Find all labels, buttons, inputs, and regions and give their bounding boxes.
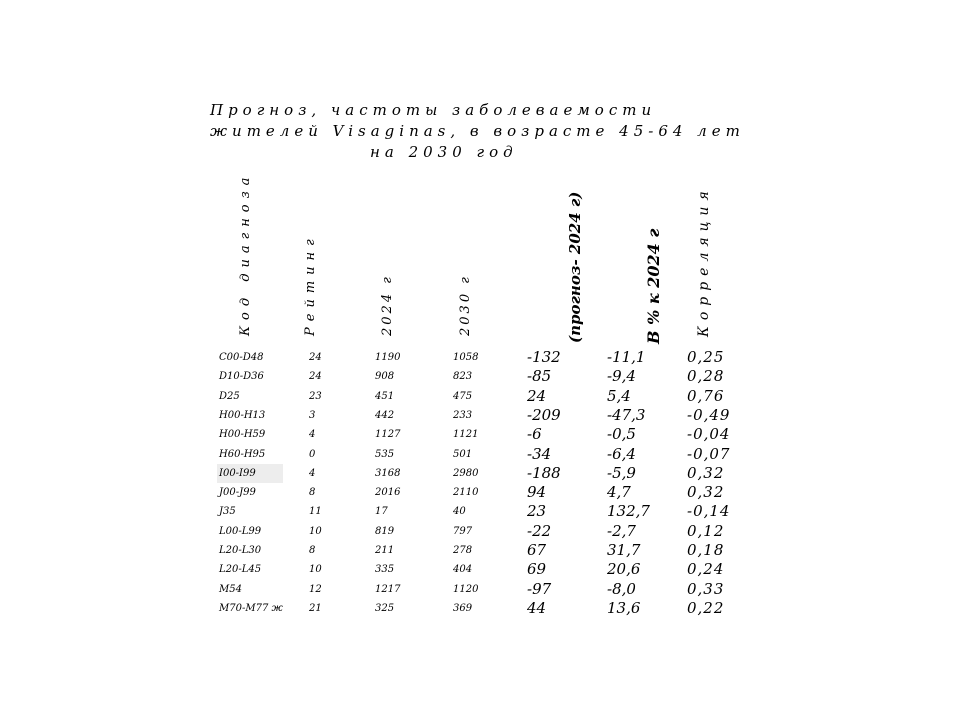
- cell-y2030: 501: [453, 448, 473, 460]
- cell-corr: 0,32: [687, 463, 725, 482]
- cell-rank: 23: [309, 390, 322, 402]
- table-row: [217, 464, 737, 483]
- cell-diff: 23: [527, 502, 547, 521]
- cell-code: D10-D36: [219, 371, 264, 383]
- cell-diff: -209: [527, 405, 561, 424]
- cell-diff: -97: [527, 579, 552, 598]
- cell-pct: -9,4: [607, 367, 636, 386]
- cell-rank: 8: [309, 487, 316, 499]
- title-line-3: на 2030 год: [370, 143, 518, 161]
- cell-code: L20-L45: [219, 564, 262, 576]
- cell-diff: -22: [527, 521, 552, 540]
- cell-corr: 0,28: [687, 367, 725, 386]
- cell-y2030: 1120: [453, 583, 479, 595]
- cell-rank: 3: [309, 409, 316, 421]
- cell-y2030: 278: [453, 545, 473, 556]
- cell-pct: -2,7: [607, 521, 636, 540]
- cell-rank: 8: [309, 545, 316, 556]
- cell-pct: -0,5: [607, 425, 636, 444]
- cell-y2024: 17: [375, 506, 388, 518]
- cell-pct: -8,0: [607, 579, 636, 598]
- cell-pct: -6,4: [607, 444, 636, 463]
- cell-y2030: 40: [453, 506, 466, 518]
- cell-diff: 67: [527, 541, 547, 559]
- cell-corr: 0,76: [687, 386, 725, 405]
- header-corr: Корреляция: [696, 185, 712, 337]
- cell-pct: -5,9: [607, 463, 636, 482]
- cell-rank: 24: [309, 352, 322, 363]
- cell-y2024: 2016: [375, 487, 401, 499]
- cell-code: J35: [219, 506, 236, 518]
- title-line-1: Прогноз, частоты заболеваемости: [210, 101, 657, 119]
- cell-diff: -132: [527, 348, 561, 366]
- cell-y2030: 233: [453, 409, 473, 421]
- cell-corr: -0,49: [687, 405, 731, 424]
- cell-corr: 0,33: [687, 579, 725, 598]
- table-row: [217, 367, 737, 386]
- cell-code: I00-I99: [217, 464, 283, 483]
- cell-y2024: 3168: [375, 467, 401, 479]
- cell-y2030: 2980: [453, 467, 479, 479]
- cell-code: L20-L30: [219, 545, 262, 556]
- cell-y2024: 535: [375, 448, 395, 460]
- cell-pct: -11,1: [607, 348, 646, 366]
- cell-y2030: 2110: [453, 487, 479, 499]
- cell-rank: 11: [309, 506, 322, 518]
- cell-y2024: 442: [375, 409, 395, 421]
- cell-code: H00-H59: [219, 429, 266, 441]
- page-title: [210, 100, 745, 163]
- cell-pct: 13,6: [607, 598, 641, 617]
- table-row: [217, 406, 737, 425]
- cell-diff: -34: [527, 444, 552, 463]
- cell-diff: -6: [527, 425, 542, 444]
- cell-corr: 0,22: [687, 598, 725, 617]
- table-row: [217, 580, 737, 599]
- cell-y2030: 369: [453, 602, 473, 614]
- cell-diff: 94: [527, 483, 547, 502]
- cell-y2024: 451: [375, 390, 395, 402]
- table-row: [217, 483, 737, 502]
- cell-pct: 20,6: [607, 560, 641, 579]
- cell-rank: 4: [309, 467, 316, 479]
- cell-corr: 0,12: [687, 521, 725, 540]
- cell-code: D25: [219, 390, 240, 402]
- cell-corr: 0,18: [687, 541, 725, 559]
- table-row: [217, 522, 737, 541]
- header-2030: 2030 г: [458, 274, 473, 336]
- cell-y2024: 325: [375, 602, 395, 614]
- cell-rank: 10: [309, 564, 322, 576]
- cell-code: M54: [219, 583, 242, 595]
- header-2024: 2024 г: [380, 274, 395, 336]
- cell-corr: 0,24: [687, 560, 725, 579]
- cell-corr: 0,25: [687, 348, 725, 366]
- cell-rank: 12: [309, 583, 322, 595]
- cell-diff: 44: [527, 598, 547, 617]
- table-row: [217, 541, 737, 560]
- cell-code: L00-L99: [219, 525, 262, 537]
- cell-corr: -0,07: [687, 444, 731, 463]
- cell-corr: -0,14: [687, 502, 731, 521]
- cell-y2030: 404: [453, 564, 473, 576]
- cell-y2030: 475: [453, 390, 473, 402]
- header-rank: Рейтинг: [303, 233, 318, 336]
- cell-pct: 132,7: [607, 502, 650, 521]
- cell-rank: 21: [309, 602, 322, 614]
- cell-code: C00-D48: [219, 352, 264, 363]
- cell-code: J00-J99: [219, 487, 256, 499]
- cell-diff: -188: [527, 463, 561, 482]
- cell-pct: -47,3: [607, 405, 646, 424]
- cell-rank: 24: [309, 371, 322, 383]
- cell-code: H60-H95: [219, 448, 266, 460]
- cell-y2024: 908: [375, 371, 395, 383]
- cell-rank: 4: [309, 429, 316, 441]
- cell-code: M70-M77 ж: [219, 602, 283, 614]
- cell-y2030: 823: [453, 371, 473, 383]
- cell-corr: -0,04: [687, 425, 731, 444]
- table-row: [217, 387, 737, 406]
- cell-pct: 5,4: [607, 386, 631, 405]
- header-pct: В % к 2024 г: [644, 228, 663, 344]
- cell-rank: 10: [309, 525, 322, 537]
- cell-y2024: 1127: [375, 429, 401, 441]
- table-row: [217, 425, 737, 444]
- cell-y2024: 1217: [375, 583, 401, 595]
- cell-y2030: 1058: [453, 352, 479, 363]
- header-diff: (прогноз- 2024 г): [566, 191, 584, 343]
- cell-pct: 31,7: [607, 541, 641, 559]
- cell-y2024: 1190: [375, 352, 401, 363]
- cell-diff: 69: [527, 560, 547, 579]
- header-code: Код диагноза: [238, 171, 253, 336]
- table-row: [217, 348, 737, 367]
- cell-diff: -85: [527, 367, 552, 386]
- cell-corr: 0,32: [687, 483, 725, 502]
- table-row: [217, 445, 737, 464]
- cell-y2030: 1121: [453, 429, 479, 441]
- cell-diff: 24: [527, 386, 547, 405]
- cell-y2024: 819: [375, 525, 395, 537]
- cell-rank: 0: [309, 448, 316, 460]
- cell-y2030: 797: [453, 525, 473, 537]
- table-row: [217, 560, 737, 579]
- title-line-2: жителей Visaginas, в возрасте 45-64 лет: [210, 122, 745, 140]
- cell-code: H00-H13: [219, 409, 266, 421]
- cell-y2024: 335: [375, 564, 395, 576]
- cell-y2024: 211: [375, 545, 395, 556]
- table-row: [217, 599, 737, 618]
- table-row: [217, 502, 737, 521]
- cell-pct: 4,7: [607, 483, 631, 502]
